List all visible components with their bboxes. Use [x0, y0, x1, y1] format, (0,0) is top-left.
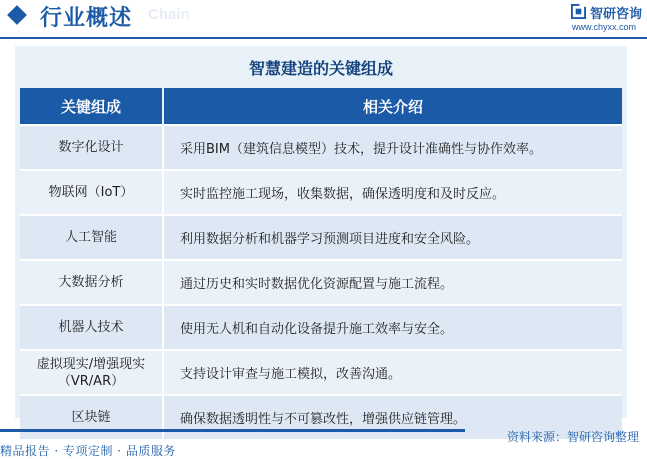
component-name: 数字化设计 [20, 125, 163, 170]
brand-name: 智研咨询 [590, 7, 643, 22]
component-description: 支持设计审查与施工模拟，改善沟通。 [163, 350, 622, 395]
component-description: 利用数据分析和机器学习预测项目进度和安全风险。 [163, 215, 622, 260]
column-header-description: 相关介绍 [163, 88, 622, 125]
panel-title: 智慧建造的关键组成 [248, 58, 393, 78]
table-row [20, 215, 622, 260]
component-description: 使用无人机和自动化设备提升施工效率与安全。 [163, 305, 622, 350]
footer-divider [0, 429, 465, 432]
component-name: 物联网（IoT） [20, 170, 163, 215]
header-watermark-text: Chain [148, 6, 190, 23]
table-row [20, 125, 622, 170]
table-row [20, 305, 622, 350]
page-title: 行业概述 [40, 6, 133, 31]
components-table [20, 88, 622, 439]
component-name: 大数据分析 [20, 260, 163, 305]
component-description: 确保数据透明性与不可篡改性，增强供应链管理。 [163, 395, 622, 439]
component-description: 通过历史和实时数据优化资源配置与施工流程。 [163, 260, 622, 305]
table-row [20, 350, 622, 395]
diamond-bullet-icon [7, 5, 27, 25]
page-header [0, 0, 647, 40]
brand-logo-icon [571, 4, 586, 19]
page-footer [0, 418, 647, 459]
component-name: 人工智能 [20, 215, 163, 260]
column-header-component: 关键组成 [20, 88, 163, 125]
table-header-row [20, 88, 622, 125]
component-name: 虚拟现实/增强现实（VR/AR） [20, 350, 163, 395]
content-panel [15, 46, 627, 427]
data-source: 资料来源：智研咨询整理 [506, 430, 639, 444]
component-name: 区块链 [20, 395, 163, 439]
component-description: 实时监控施工现场，收集数据，确保透明度和及时反应。 [163, 170, 622, 215]
table-row [20, 260, 622, 305]
header-divider [0, 37, 647, 39]
table-row [20, 170, 622, 215]
brand-url: www.chyxx.com [572, 22, 637, 32]
footer-tagline: 精品报告 · 专项定制 · 品质服务 [0, 444, 176, 458]
component-description: 采用BIM（建筑信息模型）技术，提升设计准确性与协作效率。 [163, 125, 622, 170]
component-name: 机器人技术 [20, 305, 163, 350]
